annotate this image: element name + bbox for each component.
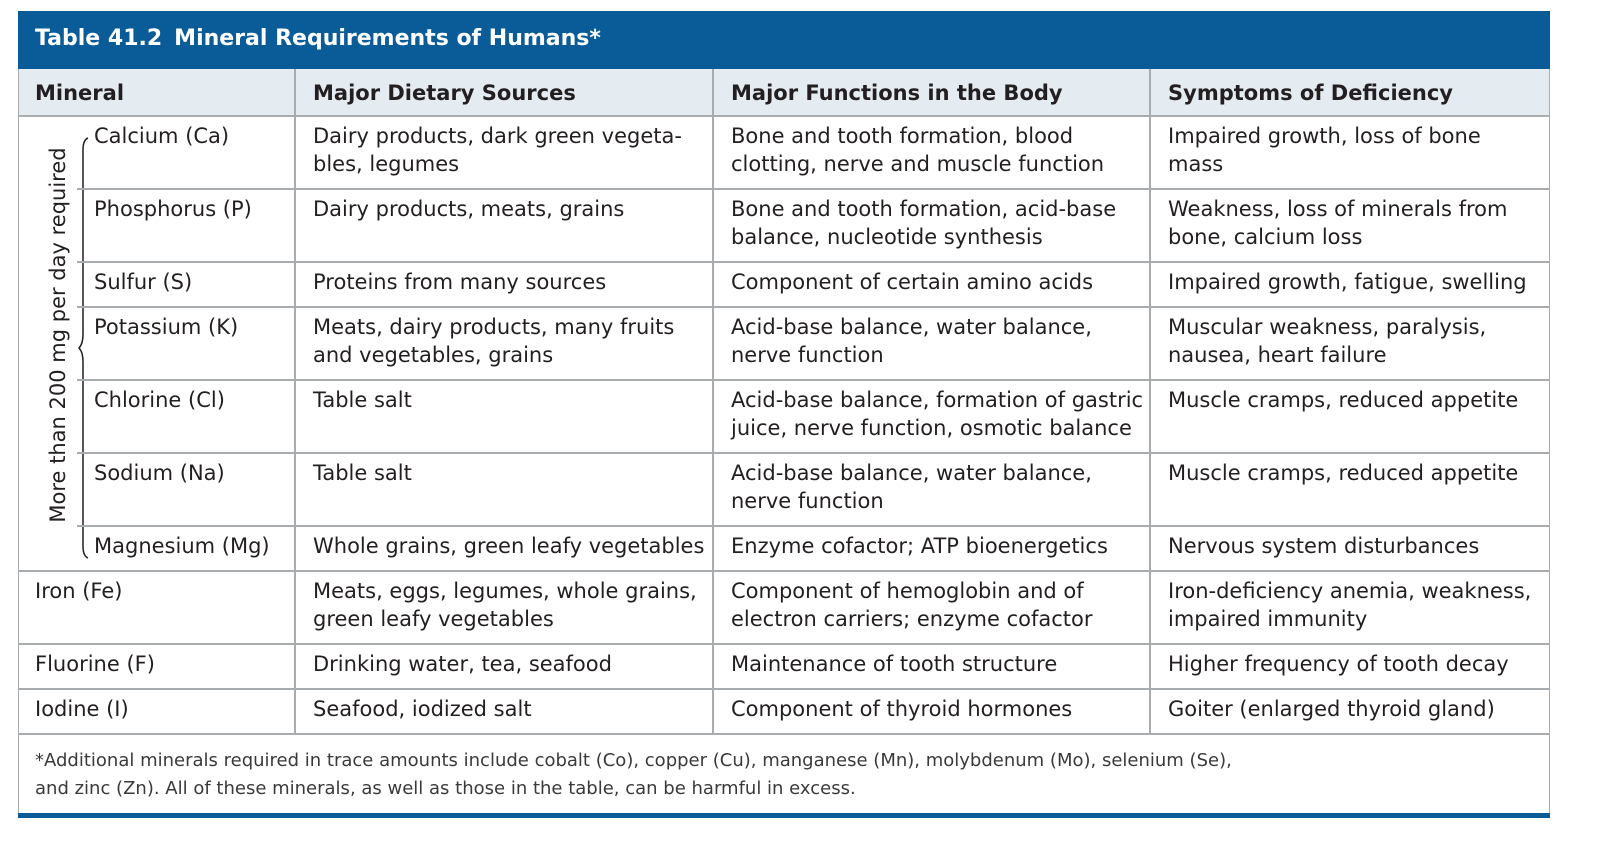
row-rule bbox=[18, 570, 1550, 572]
row-rule bbox=[18, 688, 1550, 690]
cell-sources: Dairy products, meats, grains bbox=[313, 197, 625, 221]
table-title-bar bbox=[18, 11, 1550, 69]
row-rule bbox=[77, 452, 1550, 454]
cell-mineral: Chlorine (Cl) bbox=[94, 388, 225, 412]
cell-symptoms: nausea, heart failure bbox=[1168, 343, 1387, 367]
cell-functions: clotting, nerve and muscle function bbox=[731, 152, 1105, 176]
cell-mineral: Sulfur (S) bbox=[94, 270, 193, 294]
header-dietary-sources: Major Dietary Sources bbox=[313, 81, 576, 105]
cell-functions: Bone and tooth formation, acid-base bbox=[731, 197, 1117, 221]
group-label: More than 200 mg per day required bbox=[46, 147, 70, 523]
body-bottom-rule bbox=[18, 733, 1550, 735]
cell-functions: electron carriers; enzyme cofactor bbox=[731, 607, 1093, 631]
cell-sources: Table salt bbox=[313, 388, 412, 412]
column-rule bbox=[712, 69, 714, 734]
cell-symptoms: bone, calcium loss bbox=[1168, 225, 1363, 249]
cell-functions: Acid-base balance, formation of gastric bbox=[731, 388, 1144, 412]
cell-symptoms: mass bbox=[1168, 152, 1224, 176]
cell-symptoms: Iron-deficiency anemia, weakness, bbox=[1168, 579, 1532, 603]
header-symptoms: Symptoms of Deficiency bbox=[1168, 81, 1453, 105]
cell-functions: Acid-base balance, water balance, bbox=[731, 315, 1092, 339]
row-rule bbox=[18, 643, 1550, 645]
group-brace bbox=[78, 136, 92, 560]
column-rule bbox=[294, 69, 296, 734]
footnote-line-2: and zinc (Zn). All of these minerals, as well as those in the table, can be harmful in excess. bbox=[35, 778, 856, 799]
cell-symptoms: Nervous system disturbances bbox=[1168, 534, 1480, 558]
cell-sources: Meats, dairy products, many fruits bbox=[313, 315, 675, 339]
cell-mineral: Potassium (K) bbox=[94, 315, 239, 339]
cell-sources: Proteins from many sources bbox=[313, 270, 607, 294]
cell-symptoms: Goiter (enlarged thyroid gland) bbox=[1168, 697, 1495, 721]
cell-sources: Seafood, iodized salt bbox=[313, 697, 532, 721]
left-border bbox=[18, 69, 19, 813]
table-title-text: Mineral Requirements of Humans* bbox=[174, 26, 601, 51]
cell-functions: Component of hemoglobin and of bbox=[731, 579, 1084, 603]
cell-functions: Enzyme cofactor; ATP bioenergetics bbox=[731, 534, 1108, 558]
row-rule bbox=[77, 379, 1550, 381]
cell-sources: Table salt bbox=[313, 461, 412, 485]
cell-mineral: Sodium (Na) bbox=[94, 461, 225, 485]
cell-sources: bles, legumes bbox=[313, 152, 460, 176]
cell-mineral: Iodine (I) bbox=[35, 697, 129, 721]
row-rule bbox=[77, 525, 1550, 527]
cell-sources: and vegetables, grains bbox=[313, 343, 554, 367]
table-title bbox=[35, 26, 601, 51]
cell-functions: Maintenance of tooth structure bbox=[731, 652, 1058, 676]
cell-symptoms: Higher frequency of tooth decay bbox=[1168, 652, 1509, 676]
cell-functions: Component of thyroid hormones bbox=[731, 697, 1073, 721]
cell-functions: nerve function bbox=[731, 343, 884, 367]
cell-mineral: Phosphorus (P) bbox=[94, 197, 252, 221]
table-number: Table 41.2 bbox=[35, 26, 163, 51]
row-rule bbox=[77, 261, 1550, 263]
right-border bbox=[1549, 69, 1550, 813]
row-rule bbox=[77, 306, 1550, 308]
cell-sources: green leafy vegetables bbox=[313, 607, 554, 631]
mineral-table bbox=[18, 11, 1550, 819]
cell-mineral: Iron (Fe) bbox=[35, 579, 123, 603]
header-rule bbox=[18, 115, 1550, 117]
cell-symptoms: impaired immunity bbox=[1168, 607, 1368, 631]
row-rule bbox=[77, 188, 1550, 190]
cell-mineral: Calcium (Ca) bbox=[94, 124, 230, 148]
cell-mineral: Fluorine (F) bbox=[35, 652, 155, 676]
cell-functions: juice, nerve function, osmotic balance bbox=[731, 416, 1132, 440]
cell-sources: Whole grains, green leafy vegetables bbox=[313, 534, 705, 558]
cell-sources: Dairy products, dark green vegeta- bbox=[313, 124, 682, 148]
cell-symptoms: Impaired growth, loss of bone bbox=[1168, 124, 1481, 148]
cell-symptoms: Muscle cramps, reduced appetite bbox=[1168, 461, 1519, 485]
cell-symptoms: Weakness, loss of minerals from bbox=[1168, 197, 1508, 221]
cell-functions: Component of certain amino acids bbox=[731, 270, 1094, 294]
header-functions: Major Functions in the Body bbox=[731, 81, 1063, 105]
cell-sources: Drinking water, tea, seafood bbox=[313, 652, 612, 676]
cell-functions: Bone and tooth formation, blood bbox=[731, 124, 1074, 148]
footnote-line-1: *Additional minerals required in trace amounts include cobalt (Co), copper (Cu), manganese (Mn), molybdenum (Mo), selenium (Se), bbox=[35, 750, 1232, 771]
cell-mineral: Magnesium (Mg) bbox=[94, 534, 270, 558]
bottom-rule bbox=[18, 813, 1550, 818]
column-rule bbox=[1149, 69, 1151, 734]
cell-symptoms: Muscular weakness, paralysis, bbox=[1168, 315, 1487, 339]
cell-functions: balance, nucleotide synthesis bbox=[731, 225, 1043, 249]
cell-symptoms: Muscle cramps, reduced appetite bbox=[1168, 388, 1519, 412]
cell-symptoms: Impaired growth, fatigue, swelling bbox=[1168, 270, 1527, 294]
cell-sources: Meats, eggs, legumes, whole grains, bbox=[313, 579, 697, 603]
cell-functions: nerve function bbox=[731, 489, 884, 513]
cell-functions: Acid-base balance, water balance, bbox=[731, 461, 1092, 485]
header-mineral: Mineral bbox=[35, 81, 125, 105]
